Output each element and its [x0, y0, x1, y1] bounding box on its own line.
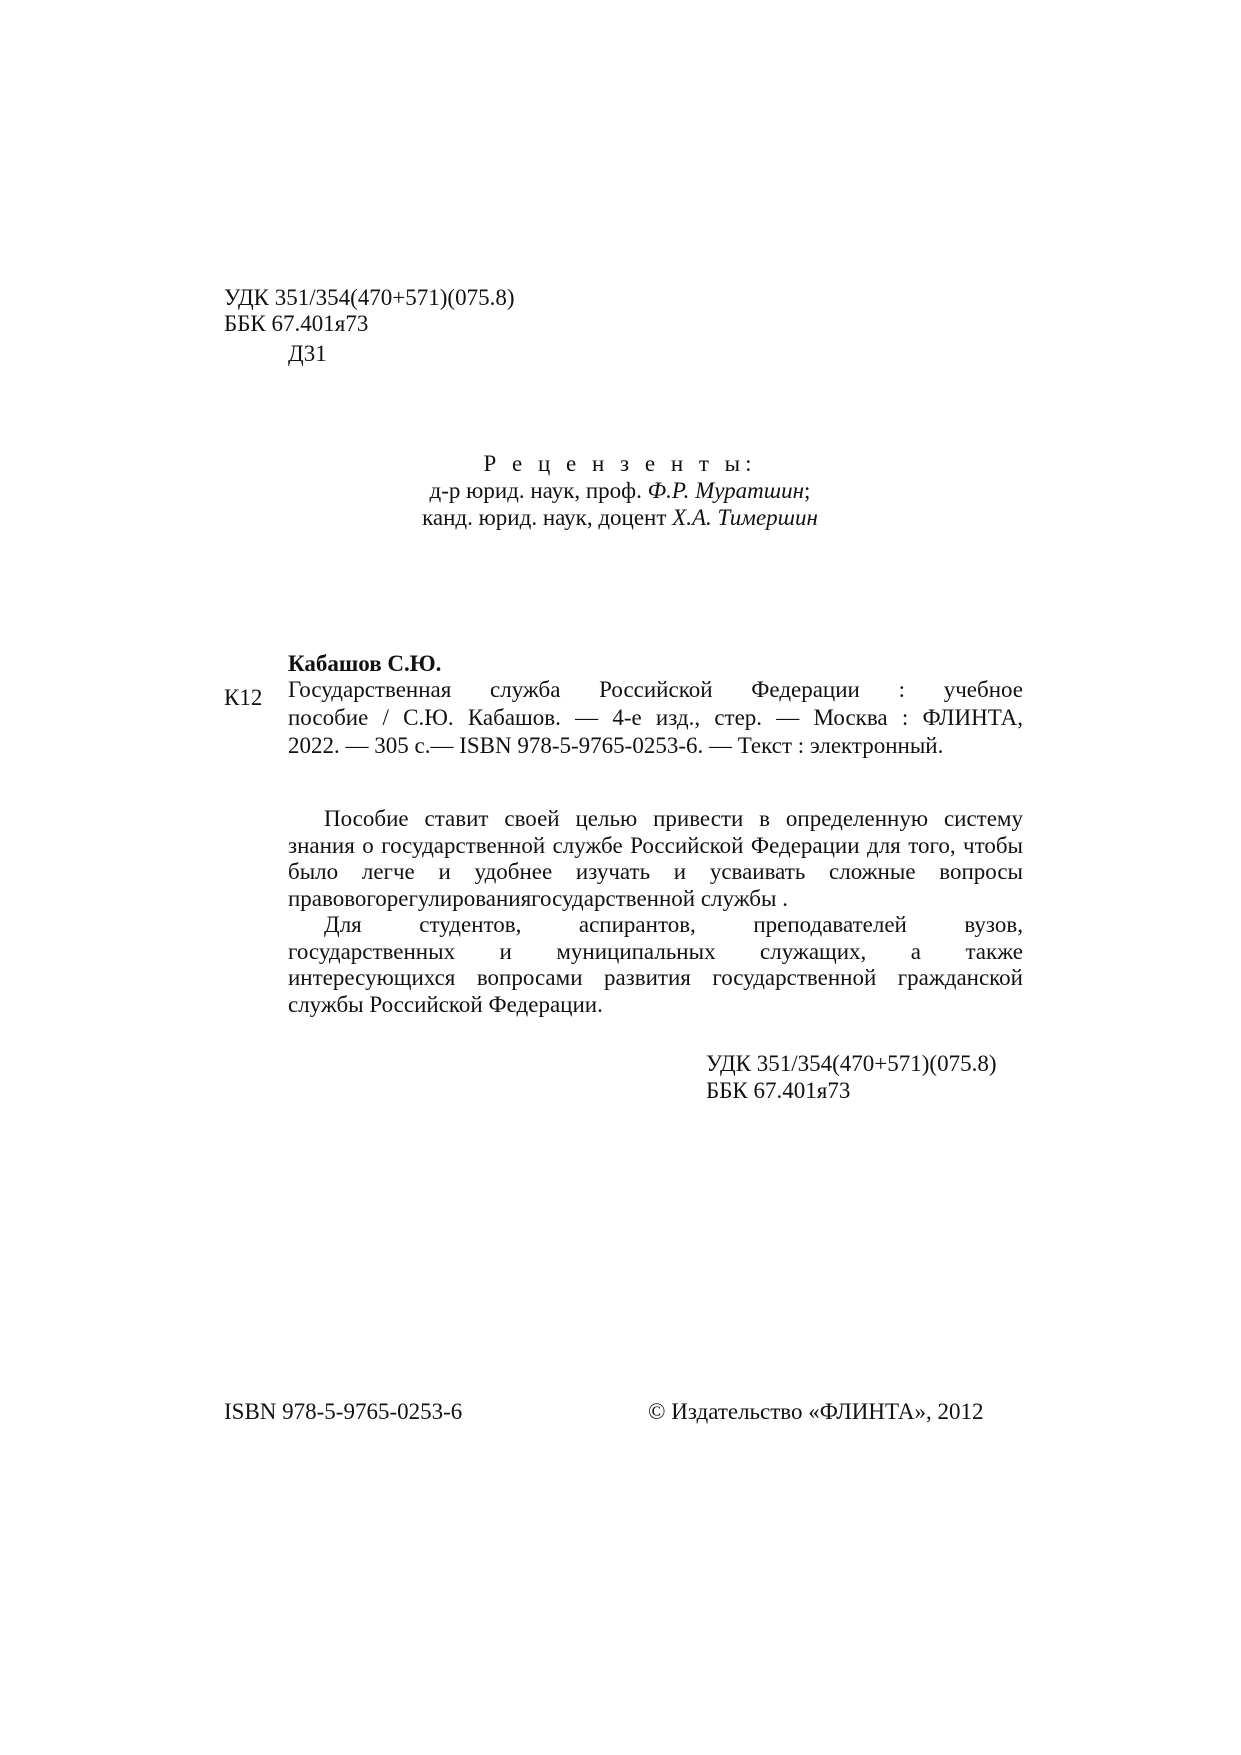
- annotation-p2-line-1: Для студентов, аспирантов, преподавателей вузов,: [324, 912, 1023, 937]
- author-sign: К12: [224, 685, 263, 710]
- bbk-code-top: ББК 67.401я73: [224, 311, 369, 336]
- bib-line-1: Государственная служба Российской Федерации : учебное: [288, 677, 1023, 702]
- reviewer-2-prefix: канд. юрид. наук, доцент: [422, 505, 667, 530]
- reviewer-2-name: Х.А. Тимершин: [672, 505, 818, 530]
- annotation-p2-line-2: государственных и муниципальных служащих, а также: [288, 938, 1023, 964]
- annotation-p1-line-3: было легче и удобнее изучать и усваивать сложные вопросы: [288, 859, 1023, 884]
- reviewer-1-suffix: ;: [804, 478, 811, 503]
- annotation-p1-line-2: знания о государственной службе Российской Федерации для того, чтобы: [288, 832, 1023, 858]
- udk-code-bottom: УДК 351/354(470+571)(075.8): [706, 1051, 997, 1076]
- udk-code-top: УДК 351/354(470+571)(075.8): [224, 285, 515, 310]
- isbn-footer: ISBN 978-5-9765-0253-6: [224, 1399, 463, 1424]
- annotation-p2-line-3: интересующихся вопросами развития государственной гражданской: [288, 965, 1023, 990]
- author-sign-top: Д31: [288, 341, 327, 366]
- reviewers-block: [380, 450, 860, 531]
- bib-line-2: пособие / С.Ю. Кабашов. — 4-е изд., стер. — Москва : ФЛИНТА,: [288, 705, 1023, 730]
- bibliographic-description: [288, 676, 1023, 760]
- bbk-code-bottom: ББК 67.401я73: [706, 1078, 851, 1103]
- annotation-p1-line-1: Пособие ставит своей целью привести в определенную систему: [324, 806, 1023, 831]
- reviewer-1-name: Ф.Р. Муратшин: [647, 478, 805, 503]
- annotation-p2-line-4: службы Российской Федерации.: [288, 991, 603, 1017]
- annotation: [288, 806, 1023, 1018]
- reviewers-heading: Р е ц е н з е н т ы:: [483, 451, 757, 476]
- reviewer-2: [380, 504, 860, 531]
- reviewer-1-prefix: д-р юрид. наук, проф.: [429, 478, 642, 503]
- bib-line-3: 2022. — 305 с.— ISBN 978-5-9765-0253-6. — Текст : электронный.: [288, 733, 944, 758]
- reviewer-1: [380, 477, 860, 504]
- author-name: Кабашов С.Ю.: [288, 651, 442, 676]
- annotation-p1-line-4: правовогорегулированиягосударственной службы .: [288, 885, 788, 911]
- copyright-footer: © Издательство «ФЛИНТА», 2012: [648, 1399, 984, 1424]
